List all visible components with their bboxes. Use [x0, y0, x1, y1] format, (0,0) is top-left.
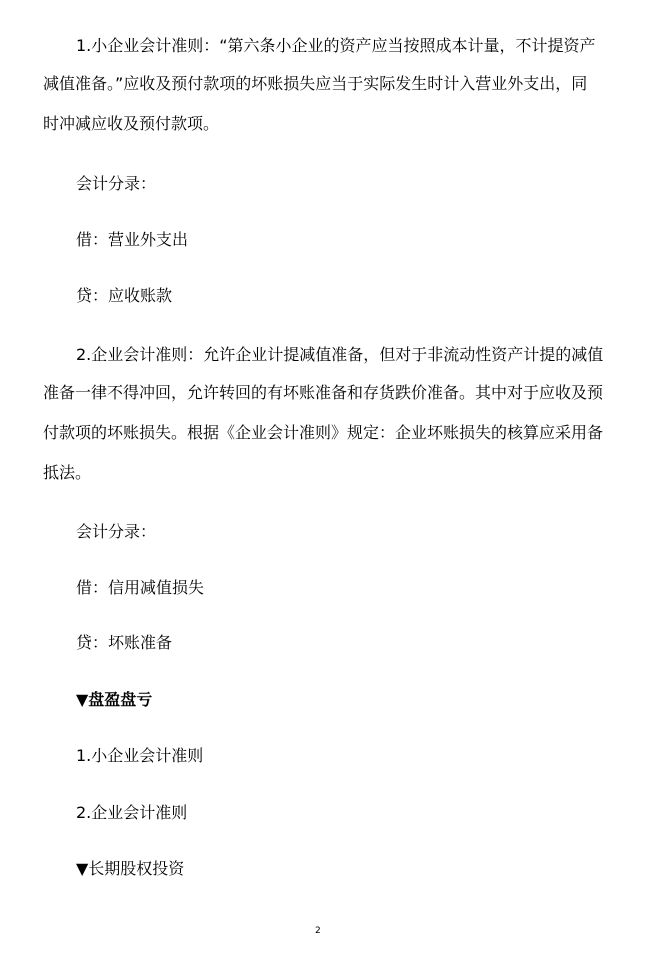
- paragraph-2-line-4: 抵法。: [43, 463, 92, 482]
- section-heading-inventory-gains-losses: ▼盘盈盘亏: [76, 690, 153, 709]
- paragraph-1-line-3: 时冲减应收及预付款项。: [43, 114, 220, 133]
- credit-entry-2: 贷：坏账准备: [76, 633, 173, 652]
- credit-entry-1: 贷：应收账款: [76, 286, 173, 305]
- list-item-enterprise-standard: 2.企业会计准则: [76, 803, 188, 822]
- entry-label-1: 会计分录：: [76, 174, 157, 193]
- paragraph-1-line-1: 1.小企业会计准则：“第六条小企业的资产应当按照成本计量，不计提资产: [76, 36, 596, 55]
- paragraph-2-line-3: 付款项的坏账损失。根据《企业会计准则》规定：企业坏账损失的核算应采用备: [43, 423, 604, 442]
- entry-label-2: 会计分录：: [76, 522, 157, 541]
- debit-entry-1: 借：营业外支出: [76, 230, 189, 249]
- paragraph-2-line-2: 准备一律不得冲回，允许转回的有坏账准备和存货跌价准备。其中对于应收及预: [43, 383, 604, 402]
- paragraph-1-line-2: 减值准备。”应收及预付款项的坏账损失应当于实际发生时计入营业外支出，同: [43, 74, 588, 93]
- page-number: 2: [315, 926, 321, 936]
- list-item-small-enterprise-standard: 1.小企业会计准则: [76, 746, 204, 765]
- debit-entry-2: 借：信用减值损失: [76, 578, 205, 597]
- paragraph-2-line-1: 2.企业会计准则：允许企业计提减值准备，但对于非流动性资产计提的减值: [76, 345, 604, 364]
- section-heading-long-term-equity-investment: ▼长期股权投资: [76, 859, 185, 878]
